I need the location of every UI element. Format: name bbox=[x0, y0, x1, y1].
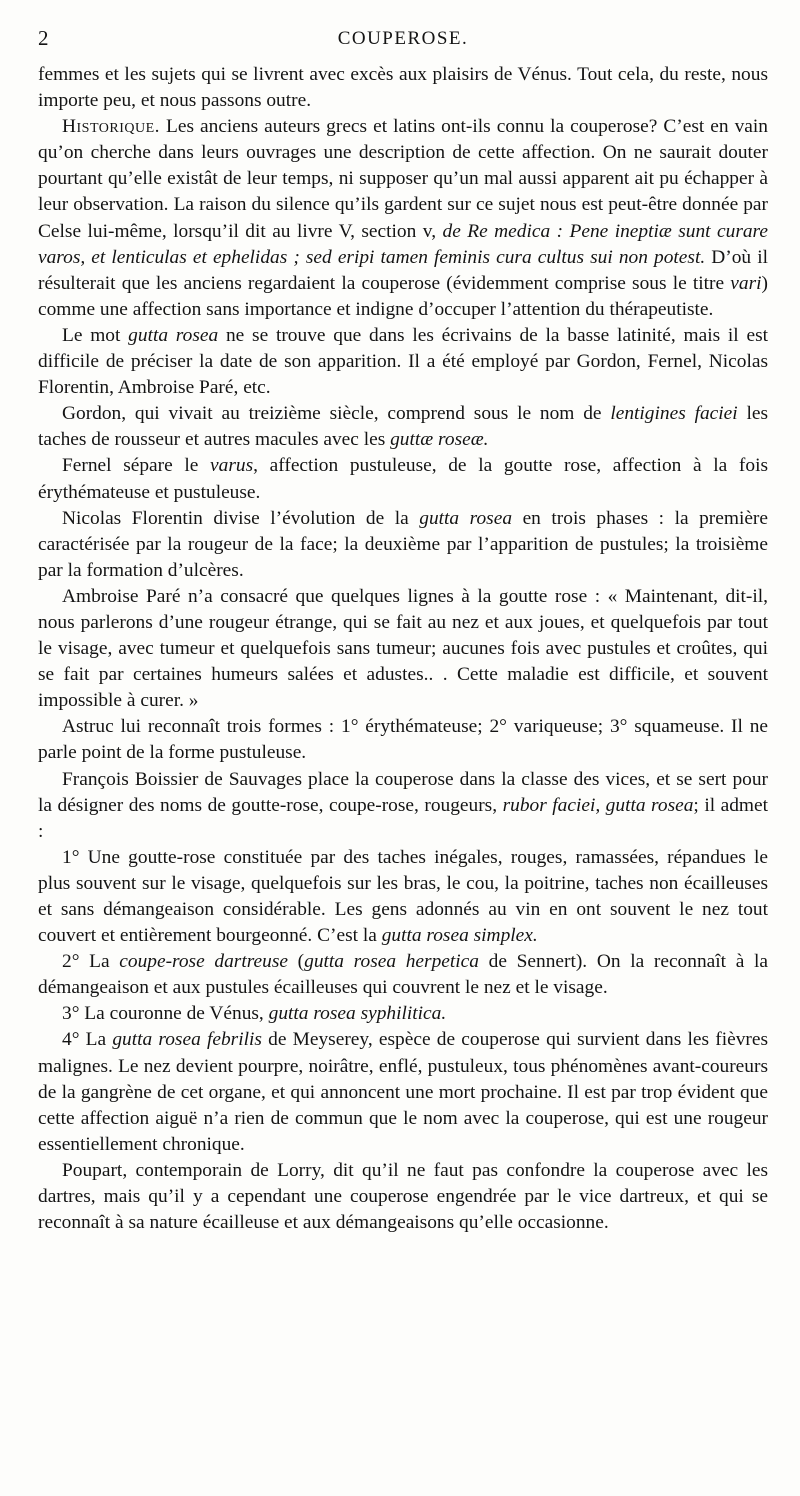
text-run: Nicolas Florentin divise l’évolution de la bbox=[62, 507, 420, 529]
paragraph bbox=[38, 767, 768, 845]
italic-term: rubor faciei, gutta rosea bbox=[502, 794, 694, 816]
text-run: Gordon, qui vivait au treizième siècle, comprend sous le nom de bbox=[62, 403, 611, 425]
italic-term: de Re medica : Pene ineptiæ sunt curare varos, et lenticulas et ephelidas ; sed eripi tamen feminis cura cultus sui non potest. bbox=[38, 220, 768, 268]
text-run: , affection pustuleuse, de la goutte rose, affection à la fois érythémateuse et pustuleuse. bbox=[38, 455, 769, 503]
paragraph bbox=[38, 1027, 768, 1157]
text-run: ne se trouve que dans les écrivains de la basse latinité, mais il est difficile de préciser la date de son apparition. Il a été employé par Gordon, Fernel, Nicolas Florentin, Ambroise Paré, etc. bbox=[38, 324, 769, 399]
text-run: de Meyserey, espèce de couperose qui survient dans les fièvres malignes. Le nez devient pourpre, noirâtre, enflé, pustuleux, tous phénomènes avant-coureurs de la gangrène de cet organe, et qui annoncent une mort prochaine. Il est par trop évident que cette affection aiguë n’a rien de commun que le nom avec la couperose, qui est une rougeur essentiellement chronique. bbox=[38, 1029, 768, 1155]
paragraph bbox=[38, 323, 768, 401]
text-run: Fernel sépare le bbox=[62, 455, 211, 477]
text-run: 1° Une goutte-rose constituée par des taches inégales, rouges, ramassées, répandues le plus souvent sur le visage, quelquefois sur les bras, le cou, la poitrine, taches non écailleuses et sans démangeaison considérable. Les gens adonnés au vin en ont souvent le nez tout couvert et entièrement bourgeonné. C’est la bbox=[38, 846, 768, 947]
text-run: les taches de rousseur et autres macules avec les bbox=[38, 403, 769, 451]
paragraph bbox=[38, 453, 768, 505]
body-text bbox=[38, 62, 768, 1236]
text-run: Ambroise Paré n’a consacré que quelques lignes à la goutte rose : « Maintenant, dit-il, nous parlerons d’une rougeur étrange, qui se fait au nez et aux joues, et quelquefois par tout le visage, avec tumeur et quelquefois sans tumeur; aucunes fois avec pustules et croûtes, qui se fait par certaines humeurs salées et adustes.. . Cette maladie est difficile, et souvent impossible à curer. » bbox=[38, 585, 768, 712]
text-run: 2° La bbox=[62, 951, 120, 973]
paragraph bbox=[38, 401, 768, 453]
text-run: Poupart, contemporain de Lorry, dit qu’il ne faut pas confondre la couperose avec les dartres, mais qu’il y a cependant une couperose engendrée par le vice dartreux, et qui se reconnaît à sa nature écailleuse et aux démangeaisons qu’elle occasionne. bbox=[38, 1159, 768, 1234]
text-run: ( bbox=[287, 951, 305, 973]
paragraph bbox=[38, 584, 768, 714]
running-title: COUPEROSE. bbox=[337, 28, 469, 49]
text-run: ) comme une affection sans importance et indigne d’occuper l’attention du thérapeutiste. bbox=[38, 272, 768, 320]
italic-term: guttæ roseæ. bbox=[390, 429, 489, 451]
text-run: François Boissier de Sauvages place la couperose dans la classe des vices, et se sert pour la désigner des noms de goutte-rose, coupe-rose, rougeurs, bbox=[38, 768, 768, 816]
italic-term: gutta rosea herpetica bbox=[304, 951, 479, 973]
paragraph bbox=[38, 62, 768, 114]
paragraph bbox=[38, 114, 768, 323]
paragraph bbox=[38, 506, 768, 584]
paragraph bbox=[38, 714, 768, 766]
italic-term: lentigines faciei bbox=[610, 403, 738, 425]
italic-term: gutta rosea syphilitica. bbox=[268, 1003, 447, 1025]
paragraph bbox=[38, 1001, 768, 1027]
page-number: 2 bbox=[38, 26, 49, 50]
text-run: de Sennert). On la reconnaît à la démangeaison et aux pustules écailleuses qui couvrent le nez et le visage. bbox=[38, 951, 768, 999]
italic-term: vari bbox=[730, 272, 762, 294]
italic-term: varus bbox=[210, 455, 254, 477]
text-run: ; il admet : bbox=[38, 794, 768, 842]
paragraph bbox=[38, 949, 768, 1001]
text-run: en trois phases : la première caractérisée par la rougeur de la face; la deuxième par l’apparition de pustules; la troisième par la formation d’ulcères. bbox=[38, 507, 769, 581]
italic-term: gutta rosea bbox=[128, 324, 219, 346]
text-run: femmes et les sujets qui se livrent avec excès aux plaisirs de Vénus. Tout cela, du reste, nous importe peu, et nous passons outre. bbox=[38, 64, 768, 112]
text-run: Les anciens auteurs grecs et latins ont-ils connu la couperose? C’est en vain qu’on cherche dans leurs ouvrages une description de cette affection. On ne saurait douter pourtant qu’elle existât de leur temps, ni supposer qu’un mal aussi apparent ait pu échapper à leur observation. La raison du silence qu’ils gardent sur ce sujet nous est peut-être donnée par Celse lui-même, lorsqu’il dit au livre V, section v, bbox=[38, 116, 768, 242]
text-run: D’où il résulterait que les anciens regardaient la couperose (évidemment comprise sous le titre bbox=[38, 246, 768, 294]
paragraph bbox=[38, 845, 768, 949]
page-header bbox=[38, 26, 768, 56]
section-lead: Historique. bbox=[62, 116, 160, 138]
text-run: Le mot bbox=[62, 324, 129, 346]
text-run: Astruc lui reconnaît trois formes : 1° érythémateuse; 2° variqueuse; 3° squameuse. Il ne parle point de la forme pustuleuse. bbox=[38, 716, 768, 764]
text-run: 4° La bbox=[62, 1029, 113, 1051]
paragraph bbox=[38, 1158, 768, 1236]
italic-term: coupe-rose dartreuse bbox=[119, 951, 288, 973]
italic-term: gutta rosea febrilis bbox=[112, 1029, 262, 1051]
italic-term: gutta rosea simplex. bbox=[381, 925, 538, 947]
italic-term: gutta rosea bbox=[419, 507, 513, 529]
text-run: 3° La couronne de Vénus, bbox=[62, 1003, 269, 1025]
